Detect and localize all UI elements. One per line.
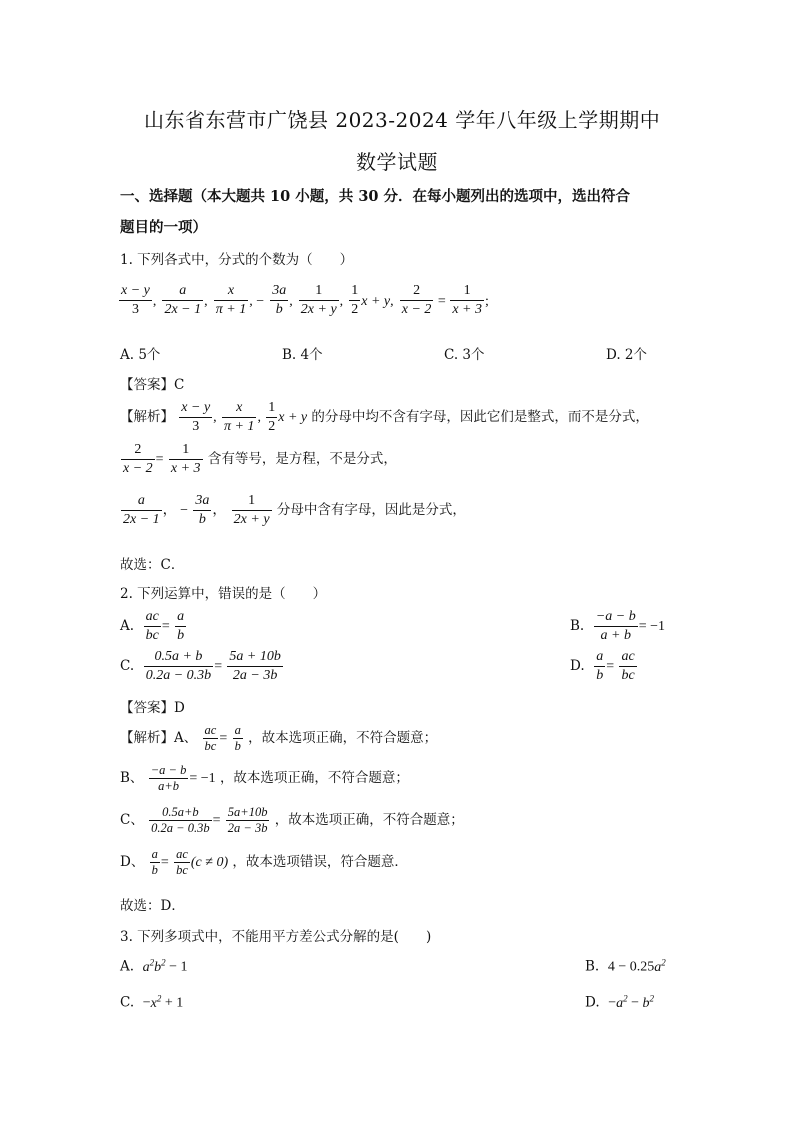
option-label: C. [120, 658, 135, 674]
q1-stem: 1. 下列各式中，分式的个数为（ ） [120, 252, 354, 268]
option-label: A. [120, 958, 135, 975]
analysis-label: B、 [120, 770, 144, 786]
option-label: B. [570, 618, 585, 634]
q2-stem: 2. 下列运算中，错误的是（ ） [120, 586, 327, 602]
q1-expression-list: $\frac{x - y}{3}$ , $\frac{a}{2x - 1}$ , $\frac{x}{\pi + 1}$ , − $\frac{3a}{b}$ , $\frac{1}{2x + y}$ , $\frac{1}{2}$ x + y, $\frac{2}{x - 2}$ = $\frac{1}{x + 3}$ ; [121, 283, 489, 317]
section-heading: 一、选择题（本大题共 10 小题，共 30 分．在每小题列出的选项中，选出符合 [120, 188, 631, 205]
analysis-label: D、 [120, 854, 145, 870]
q1-analysis-line2: $\frac{2}{x - 2}$ = $\frac{1}{x + 3}$ 含有等号，是方程，不是分式， [123, 442, 397, 476]
q1-analysis-line3: $\frac{a}{2x - 1}$ ， − $\frac{3a}{b}$ ， $\frac{1}{2x + y}$ 分母中含有字母，因此是分式， [123, 493, 466, 527]
q3-option-d: D. $-a^2 - b^2$ [585, 993, 655, 1011]
option-label: B. [585, 958, 600, 975]
q2-analysis-b: B、 $\frac{-a - b}{a+b}$ = −1 ，故本选项正确，不符合题意； [120, 763, 409, 793]
q3-option-c: C. $-x^2 + 1$ [120, 993, 184, 1011]
q2-option-b: B. $\frac{-a - b}{a + b}$ = −1 [570, 609, 666, 643]
q2-conclusion: 故选：D． [120, 898, 185, 914]
q2-answer: 【答案】D [120, 700, 185, 716]
option-label: D. [570, 658, 585, 674]
analysis-text: 的分母中均不含有字母，因此它们是整式，而不是分式， [311, 409, 649, 425]
option-label: C. [120, 994, 135, 1011]
q3-stem: 3. 下列多项式中，不能用平方差公式分解的是( ) [120, 929, 432, 945]
analysis-text: 分母中含有字母，因此是分式， [276, 502, 466, 518]
option-label: A. [120, 618, 135, 634]
q2-analysis-d: D、 $\frac{a}{b}$ = $\frac{ac}{bc}$ (c ≠ 0) ，故本选项错误，符合题意． [120, 847, 408, 877]
analysis-text: ，故本选项正确，不符合题意； [274, 812, 464, 828]
q2-option-c: C. $\frac{0.5a + b}{0.2a - 0.3b}$ = $\frac{5a + 10b}{2a - 3b}$ [120, 649, 281, 683]
option-label: D. [585, 994, 600, 1011]
q1-analysis-line1: 【解析】 $\frac{x - y}{3}$ , $\frac{x}{\pi + 1}$ , $\frac{1}{2}$ x + y 的分母中均不含有字母，因此它们是整式，而不是分式， [120, 400, 649, 434]
analysis-label: 【解析】A、 [120, 730, 198, 746]
q1-option-d: D. 2个 [606, 347, 648, 363]
q1-answer: 【答案】C [120, 377, 185, 393]
q3-option-a: A. $a^2b^2 - 1$ [120, 957, 188, 975]
analysis-label: 【解析】 [120, 409, 174, 425]
analysis-text: ，故本选项正确，不符合题意； [248, 730, 438, 746]
analysis-text: 含有等号，是方程，不是分式， [207, 451, 397, 467]
document-title: 山东省东营市广饶县 2023-2024 学年八年级上学期期中 [144, 108, 661, 132]
q2-analysis-a: 【解析】A、 $\frac{ac}{bc}$ = $\frac{a}{b}$ ，故本选项正确，不符合题意； [120, 723, 438, 753]
document-subtitle: 数学试题 [356, 150, 438, 174]
section-heading-cont: 题目的一项） [120, 219, 207, 236]
q2-option-d: D. $\frac{a}{b}$ = $\frac{ac}{bc}$ [570, 649, 635, 683]
analysis-text: ，故本选项正确，不符合题意； [219, 770, 409, 786]
q1-option-b: B. 4个 [282, 347, 323, 363]
q2-option-a: A. $\frac{ac}{bc}$ = $\frac{a}{b}$ [120, 609, 185, 643]
analysis-label: C、 [120, 812, 144, 828]
q1-option-a: A. 5个 [120, 347, 161, 363]
q1-option-c: C. 3个 [444, 347, 485, 363]
q1-conclusion: 故选：C． [120, 557, 185, 573]
q2-analysis-c: C、 $\frac{0.5a+b}{0.2a - 0.3b}$ = $\frac{5a+10b}{2a - 3b}$ ，故本选项正确，不符合题意； [120, 805, 464, 835]
analysis-text: ，故本选项错误，符合题意． [232, 854, 408, 870]
q3-option-b: B. $4 - 0.25a^2$ [585, 957, 666, 975]
